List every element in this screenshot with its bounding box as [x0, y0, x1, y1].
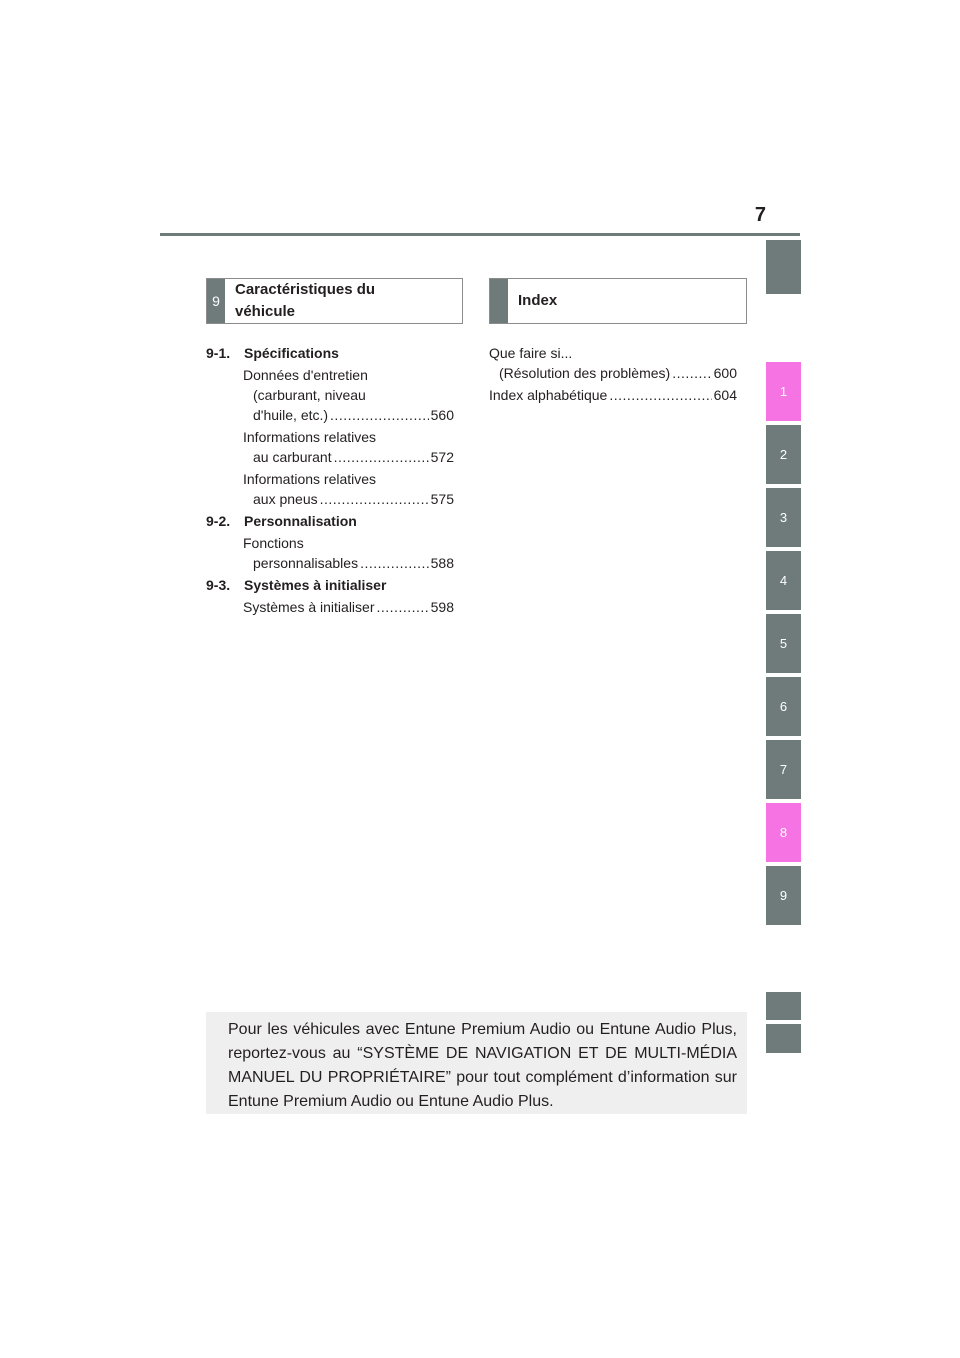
toc-leader-dots — [334, 447, 429, 467]
toc-entry[interactable] — [206, 427, 454, 467]
toc-leader-dots — [360, 553, 429, 573]
toc-entry-text: Index alphabétique — [489, 387, 608, 403]
section-title: Index — [518, 292, 558, 309]
toc-entry-line — [489, 363, 737, 383]
toc-subsection-title: Systèmes à initialiser — [244, 577, 387, 593]
toc-page-number[interactable]: 575 — [430, 491, 454, 507]
toc-right-column — [489, 341, 737, 407]
chapter-tab-3[interactable]: 3 — [766, 488, 801, 547]
toc-leader-dots — [609, 385, 711, 405]
toc-subsection-number: 9-3. — [206, 577, 231, 593]
toc-entry-line — [489, 385, 737, 405]
toc-entry-text: Systèmes à initialiser — [243, 599, 375, 615]
toc-entry-line — [243, 469, 454, 489]
page-number: 7 — [754, 204, 766, 226]
toc-entry-text: Que faire si... — [489, 345, 573, 361]
toc-entry[interactable] — [206, 533, 454, 573]
toc-subsection-heading[interactable] — [206, 511, 454, 531]
toc-entry-text: Informations relatives — [243, 471, 377, 487]
header-rule — [160, 233, 800, 236]
toc-leader-dots — [320, 489, 429, 509]
chapter-tab-9[interactable]: 9 — [766, 866, 801, 925]
chapter-tab-4[interactable]: 4 — [766, 551, 801, 610]
toc-entry-line — [243, 553, 454, 573]
toc-leader-dots — [672, 363, 711, 383]
toc-entry-line — [243, 365, 454, 385]
chapter-tab-6[interactable]: 6 — [766, 677, 801, 736]
toc-subsection-title: Personnalisation — [244, 513, 357, 529]
toc-entry-line — [489, 343, 737, 363]
toc-entry-text: personnalisables — [253, 555, 359, 571]
toc-entry[interactable] — [206, 365, 454, 425]
toc-entry-text: au carburant — [253, 449, 332, 465]
toc-entry-line — [243, 447, 454, 467]
toc-entry[interactable] — [489, 385, 737, 405]
toc-entry-text: (carburant, niveau — [253, 387, 366, 403]
toc-subsection-heading[interactable] — [206, 343, 454, 363]
section-tab-number — [490, 279, 508, 323]
section-title: Caractéristiques du véhicule — [235, 281, 376, 320]
toc-entry-text: (Résolution des problèmes) — [499, 365, 671, 381]
toc-page-number[interactable]: 600 — [713, 365, 737, 381]
toc-entry[interactable] — [489, 343, 737, 383]
chapter-tab-8[interactable]: 8 — [766, 803, 801, 862]
chapter-tab-5[interactable]: 5 — [766, 614, 801, 673]
chapter-tab-blank-0[interactable] — [766, 240, 801, 294]
toc-subsection-title: Spécifications — [244, 345, 339, 361]
toc-page-number[interactable]: 560 — [430, 407, 454, 423]
toc-page-number[interactable]: 604 — [713, 387, 737, 403]
toc-leader-dots — [377, 597, 429, 617]
chapter-tab-2[interactable]: 2 — [766, 425, 801, 484]
section-tab-number: 9 — [207, 279, 225, 323]
chapter-tab-blank-10[interactable] — [766, 992, 801, 1020]
toc-entry[interactable] — [206, 469, 454, 509]
section-header-9 — [206, 278, 463, 324]
chapter-tab-blank-11[interactable] — [766, 1024, 801, 1053]
section-header-index — [489, 278, 747, 324]
toc-leader-dots — [330, 405, 429, 425]
toc-entry[interactable] — [206, 597, 454, 617]
toc-subsection-heading[interactable] — [206, 575, 454, 595]
chapter-tab-7[interactable]: 7 — [766, 740, 801, 799]
toc-page-number[interactable]: 588 — [430, 555, 454, 571]
note-box: Pour les véhicules avec Entune Premium Audio ou Entune Audio Plus, reportez-vous au “SYSTÈME DE NAVIGATION ET DE MULTI-MÉDIA MANUEL DU PROPRIÉTAIRE” pour tout complément d’information sur Entune Premium Audio ou Entune Audio Plus. — [206, 1012, 747, 1114]
toc-entry-line — [243, 427, 454, 447]
toc-entry-text: Données d'entretien — [243, 367, 368, 383]
toc-entry-line — [243, 597, 454, 617]
toc-entry-line — [243, 489, 454, 509]
toc-left-column — [206, 341, 454, 619]
toc-entry-text: Informations relatives — [243, 429, 377, 445]
toc-page-number[interactable]: 598 — [430, 599, 454, 615]
toc-entry-text: d'huile, etc.) — [253, 407, 329, 423]
toc-subsection-number: 9-1. — [206, 345, 231, 361]
toc-entry-text: Fonctions — [243, 535, 304, 551]
toc-entry-line — [243, 405, 454, 425]
toc-entry-line — [243, 533, 454, 553]
toc-entry-line — [243, 385, 454, 405]
toc-page-number[interactable]: 572 — [430, 449, 454, 465]
toc-entry-text: aux pneus — [253, 491, 318, 507]
chapter-tab-1[interactable]: 1 — [766, 362, 801, 421]
toc-subsection-number: 9-2. — [206, 513, 231, 529]
